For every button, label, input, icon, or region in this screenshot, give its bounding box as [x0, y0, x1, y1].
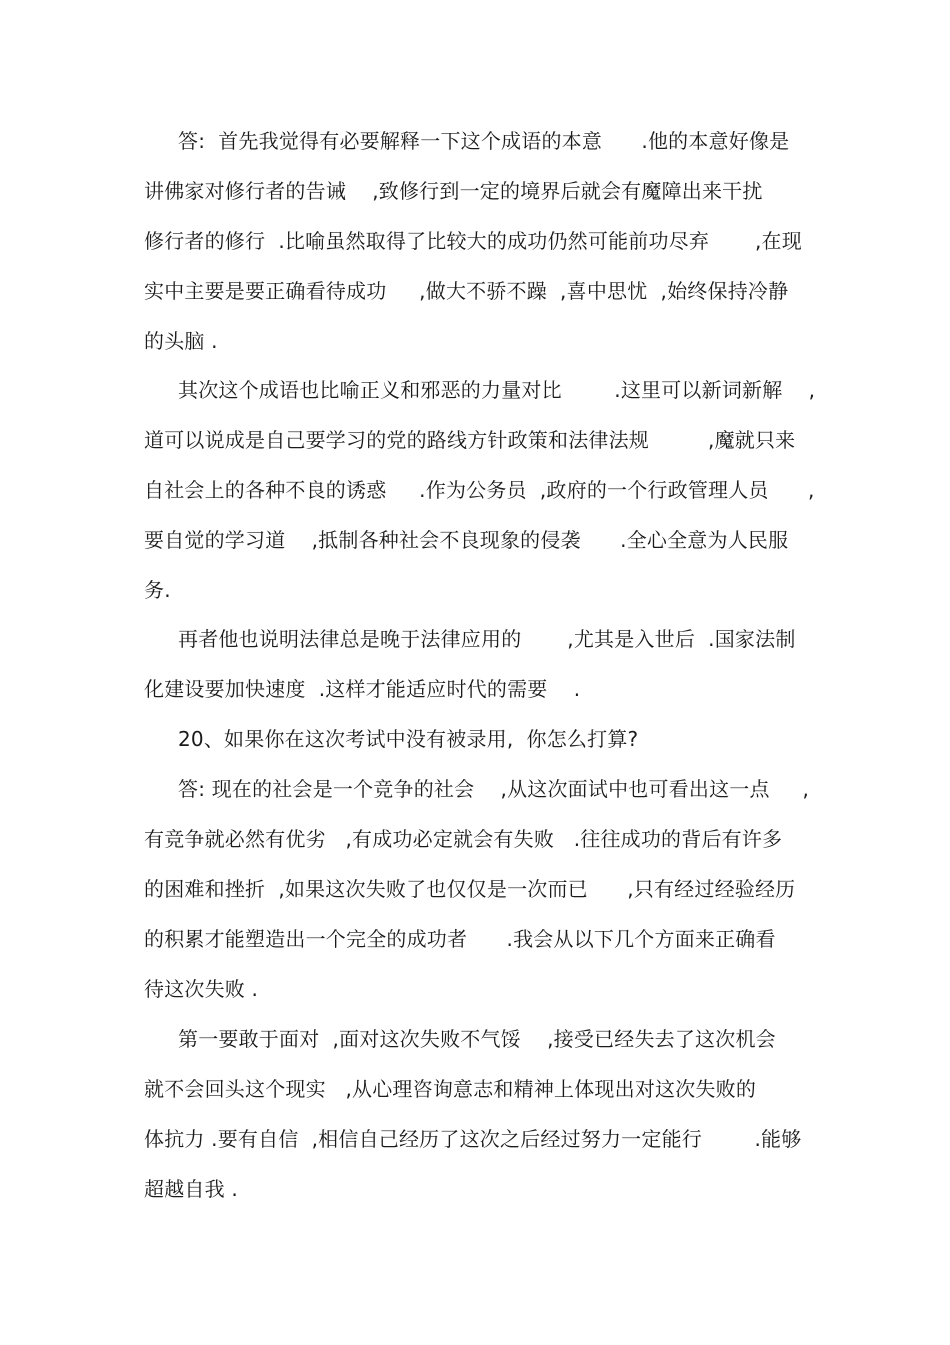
text-line: 讲佛家对修行者的告诫 ,致修行到一定的境界后就会有魔障出来干扰: [144, 179, 763, 203]
text-line: 答: 现在的社会是一个竞争的社会 ,从这次面试中也可看出这一点 ,: [178, 777, 810, 801]
question-heading: 20、如果你在这次考试中没有被录用, 你怎么打算?: [178, 727, 639, 751]
text-line: 就不会回头这个现实 ,从心理咨询意志和精神上体现出对这次失败的: [144, 1077, 757, 1101]
text-line: 超越自我 .: [144, 1177, 238, 1201]
text-line: 的头脑 .: [144, 329, 218, 353]
text-line: 再者他也说明法律总是晚于法律应用的 ,尤其是入世后 .国家法制: [178, 627, 796, 651]
text-line: 的积累才能塑造出一个完全的成功者 .我会从以下几个方面来正确看: [144, 927, 776, 951]
text-line: 第一要敢于面对 ,面对这次失败不气馁 ,接受已经失去了这次机会: [178, 1027, 776, 1051]
text-line: 道可以说成是自己要学习的党的路线方针政策和法律法规 ,魔就只来: [144, 428, 796, 452]
text-line: 要自觉的学习道 ,抵制各种社会不良现象的侵袭 .全心全意为人民服: [144, 528, 789, 552]
text-line: 自社会上的各种不良的诱惑 .作为公务员 ,政府的一个行政管理人员 ,: [144, 478, 815, 502]
text-line: 待这次失败 .: [144, 977, 259, 1001]
text-line: 修行者的修行 .比喻虽然取得了比较大的成功仍然可能前功尽弃 ,在现: [144, 229, 802, 253]
text-line: 其次这个成语也比喻正义和邪恶的力量对比 .这里可以新词新解 ,: [178, 378, 816, 402]
text-line: 务.: [144, 578, 171, 602]
text-line: 体抗力 .要有自信 ,相信自己经历了这次之后经过努力一定能行 .能够: [144, 1127, 802, 1151]
text-line: 化建设要加快速度 .这样才能适应时代的需要 .: [144, 677, 581, 701]
text-line: 有竞争就必然有优劣 ,有成功必定就会有失败 .往往成功的背后有许多: [144, 827, 783, 851]
text-line: 答: 首先我觉得有必要解释一下这个成语的本意 .他的本意好像是: [178, 129, 790, 153]
text-line: 的困难和挫折 ,如果这次失败了也仅仅是一次而已 ,只有经过经验经历: [144, 877, 796, 901]
text-line: 实中主要是要正确看待成功 ,做大不骄不躁 ,喜中思忧 ,始终保持冷静: [144, 279, 789, 303]
